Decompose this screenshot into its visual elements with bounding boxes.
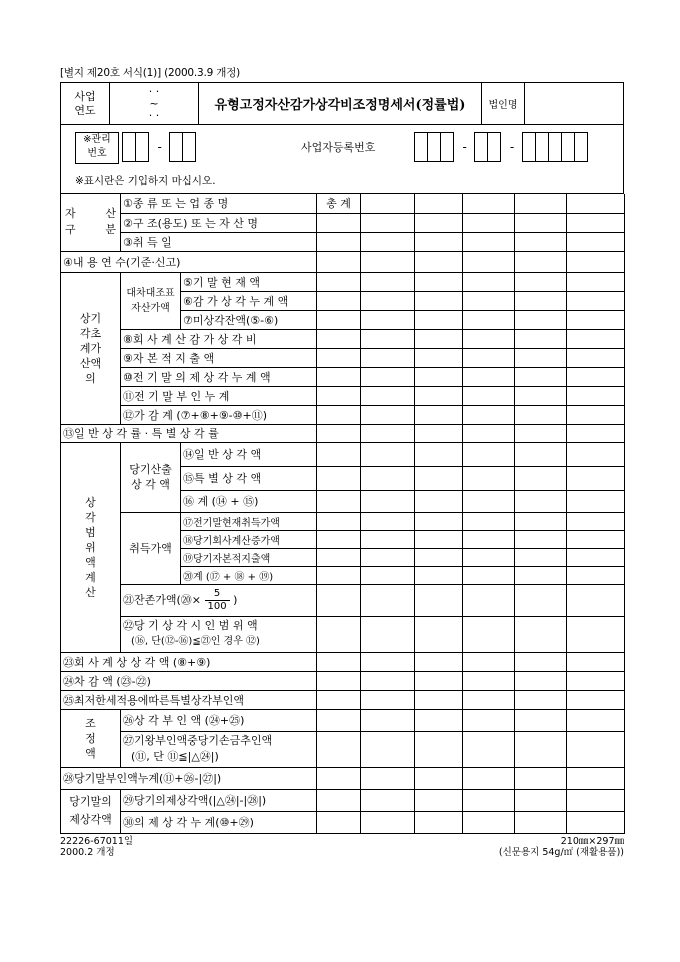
cell[interactable] <box>415 566 463 584</box>
cell[interactable] <box>515 213 567 232</box>
row-14-label: ⑭일 반 상 각 액 <box>181 442 317 466</box>
cell[interactable] <box>317 490 361 512</box>
cell[interactable] <box>515 709 567 731</box>
cell[interactable] <box>463 291 515 310</box>
cell[interactable] <box>515 530 567 548</box>
row-12-label: ⑫가 감 계 (⑦+⑧+⑨-⑩+⑪) <box>121 405 317 424</box>
cell[interactable] <box>361 424 415 442</box>
cell[interactable] <box>361 709 415 731</box>
cell[interactable] <box>463 789 515 811</box>
cell[interactable] <box>361 310 415 329</box>
form-code: 22226-67011일 <box>60 835 134 847</box>
cell[interactable] <box>415 789 463 811</box>
row-11-label: ⑪전 기 말 부 인 누 계 <box>121 386 317 405</box>
row-10-label: ⑩전 기 말 의 제 상 각 누 계 액 <box>121 367 317 386</box>
cell[interactable] <box>567 584 625 616</box>
cell[interactable] <box>515 548 567 566</box>
paper-size: 210㎜×297㎜ <box>560 835 624 847</box>
cell[interactable] <box>317 442 361 466</box>
cell[interactable] <box>567 811 625 833</box>
cell[interactable] <box>317 690 361 709</box>
row-27-label: ㉗기왕부인액중당기손금추인액 (⑪, 단 ⑪≦|△㉔|) <box>121 731 317 767</box>
cell[interactable] <box>361 566 415 584</box>
cell[interactable] <box>361 291 415 310</box>
cell[interactable] <box>567 652 625 671</box>
cell[interactable] <box>317 329 361 348</box>
cell[interactable] <box>463 671 515 690</box>
cell[interactable] <box>463 232 515 251</box>
cell[interactable] <box>415 251 463 272</box>
row-25-label: ㉕최저한세적용에따른특별상각부인액 <box>61 690 317 709</box>
cell[interactable] <box>361 512 415 530</box>
row-3-label: ③취 득 일 <box>121 232 317 251</box>
cell[interactable] <box>515 291 567 310</box>
cell[interactable] <box>463 652 515 671</box>
cell[interactable] <box>463 466 515 490</box>
cell[interactable] <box>515 442 567 466</box>
form-sheet <box>60 65 624 858</box>
cell[interactable] <box>317 652 361 671</box>
cell[interactable] <box>567 530 625 548</box>
cell[interactable] <box>515 194 567 213</box>
form-title: 유형고정자산감가상각비조정명세서(정률법) <box>199 83 482 125</box>
cell[interactable] <box>515 811 567 833</box>
row-22-label: ㉒당 기 상 각 시 인 범 위 액 (⑯, 단(⑫-⑯)≦㉑인 경우 ⑫) <box>121 616 317 652</box>
cell[interactable] <box>317 616 361 652</box>
cell[interactable] <box>415 530 463 548</box>
row-20-label: ⑳계 (⑰ + ⑱ + ⑲) <box>181 566 317 584</box>
row-21-label: ㉑잔존가액(⑳× $\frac{5}{100}$ ) <box>121 584 317 616</box>
cell[interactable] <box>463 548 515 566</box>
cell[interactable] <box>361 690 415 709</box>
cell[interactable] <box>515 272 567 291</box>
cell[interactable] <box>567 232 625 251</box>
cell[interactable] <box>317 291 361 310</box>
mgmt-number-label: ※관리 번호 <box>75 132 119 164</box>
cell[interactable] <box>567 251 625 272</box>
cell[interactable] <box>317 767 361 789</box>
cell[interactable] <box>463 251 515 272</box>
row-6-label: ⑥감 가 상 각 누 계 액 <box>181 291 317 310</box>
cell[interactable] <box>361 548 415 566</box>
cell[interactable] <box>463 348 515 367</box>
cell[interactable] <box>415 272 463 291</box>
cell[interactable] <box>567 731 625 767</box>
row-29-label: ㉙당기의제상각액(|△㉔|-|㉘|) <box>121 789 317 811</box>
cell[interactable] <box>567 405 625 424</box>
cell[interactable] <box>567 466 625 490</box>
cell[interactable] <box>515 767 567 789</box>
cell[interactable] <box>415 213 463 232</box>
cell[interactable] <box>515 690 567 709</box>
cell[interactable] <box>567 548 625 566</box>
cell[interactable] <box>317 348 361 367</box>
cell[interactable] <box>415 767 463 789</box>
bs-value-group: 대차대조표 자산가액 <box>121 272 181 329</box>
cell[interactable] <box>317 548 361 566</box>
cell[interactable] <box>567 512 625 530</box>
id-table <box>60 125 624 194</box>
cell[interactable] <box>415 405 463 424</box>
cell[interactable] <box>317 530 361 548</box>
cell[interactable] <box>567 213 625 232</box>
cell[interactable] <box>415 731 463 767</box>
cell[interactable] <box>463 329 515 348</box>
row-23-label: ㉓회 사 계 상 상 각 액 (⑧+⑨) <box>61 652 317 671</box>
paper-type: (신문용지 54g/㎡ (재활용품)) <box>498 846 624 858</box>
cell[interactable] <box>567 566 625 584</box>
cell[interactable] <box>567 367 625 386</box>
corp-name-input[interactable] <box>525 83 624 125</box>
cell[interactable] <box>317 405 361 424</box>
cell[interactable] <box>463 512 515 530</box>
period-input[interactable]: · · ~ · · <box>110 83 199 125</box>
cell[interactable] <box>515 652 567 671</box>
cell[interactable] <box>463 367 515 386</box>
cell[interactable] <box>361 490 415 512</box>
cell[interactable] <box>515 584 567 616</box>
cell[interactable] <box>317 310 361 329</box>
row-2-label: ②구 조(용도) 또 는 자 산 명 <box>121 213 317 232</box>
cell[interactable] <box>361 616 415 652</box>
cell[interactable] <box>361 442 415 466</box>
row-9-label: ⑨자 본 적 지 출 액 <box>121 348 317 367</box>
cell[interactable] <box>415 690 463 709</box>
row-19-label: ⑲당기자본적지출액 <box>181 548 317 566</box>
cell[interactable] <box>415 652 463 671</box>
cell[interactable] <box>415 424 463 442</box>
cell[interactable] <box>361 251 415 272</box>
cell[interactable] <box>463 767 515 789</box>
cell[interactable] <box>567 348 625 367</box>
cell[interactable] <box>317 566 361 584</box>
dep-base-group: 상기 각초 계가 산액 의 <box>61 272 121 424</box>
cell[interactable] <box>463 213 515 232</box>
cell[interactable] <box>415 329 463 348</box>
cell[interactable] <box>317 512 361 530</box>
cell[interactable] <box>567 616 625 652</box>
cell[interactable] <box>515 566 567 584</box>
mgmt-number-boxes[interactable]: - <box>121 132 198 162</box>
cell[interactable] <box>317 709 361 731</box>
cell[interactable] <box>361 671 415 690</box>
cell[interactable] <box>567 291 625 310</box>
cell[interactable] <box>415 616 463 652</box>
cell[interactable] <box>361 731 415 767</box>
cell[interactable] <box>317 424 361 442</box>
cell[interactable] <box>361 405 415 424</box>
cell[interactable] <box>361 811 415 833</box>
title-table <box>60 82 624 125</box>
cell[interactable] <box>361 767 415 789</box>
cell[interactable] <box>515 671 567 690</box>
cell[interactable] <box>415 709 463 731</box>
cell[interactable] <box>463 616 515 652</box>
cell[interactable] <box>415 367 463 386</box>
cell[interactable] <box>515 616 567 652</box>
cell[interactable] <box>463 584 515 616</box>
cell[interactable] <box>463 442 515 466</box>
cell[interactable] <box>361 272 415 291</box>
current-dep-group: 당기산출 상 각 액 <box>121 442 181 512</box>
cell[interactable] <box>415 232 463 251</box>
cell[interactable] <box>317 386 361 405</box>
cell[interactable] <box>515 512 567 530</box>
cell[interactable] <box>415 386 463 405</box>
row-8-label: ⑧회 사 계 산 감 가 상 각 비 <box>121 329 317 348</box>
cell[interactable] <box>361 652 415 671</box>
total-header: 총 계 <box>317 194 361 213</box>
adjustment-group: 조 정 액 <box>61 709 121 767</box>
cell[interactable] <box>463 272 515 291</box>
cell[interactable] <box>415 194 463 213</box>
cell[interactable] <box>567 789 625 811</box>
cell[interactable] <box>361 348 415 367</box>
cell[interactable] <box>463 386 515 405</box>
revision-note: 2000.2 개정 <box>60 846 115 858</box>
deemed-dep-group: 당기말의 제상각액 <box>61 789 121 833</box>
cell[interactable] <box>415 512 463 530</box>
cell[interactable] <box>567 690 625 709</box>
cell[interactable] <box>415 348 463 367</box>
cell[interactable] <box>361 232 415 251</box>
cell[interactable] <box>463 811 515 833</box>
cell[interactable] <box>317 584 361 616</box>
cell[interactable] <box>463 194 515 213</box>
cell[interactable] <box>515 490 567 512</box>
cell[interactable] <box>415 584 463 616</box>
cell[interactable] <box>515 329 567 348</box>
biz-reg-boxes[interactable]: - - <box>413 132 590 162</box>
cell[interactable] <box>361 329 415 348</box>
row-7-label: ⑦미상각잔액(⑤-⑥) <box>181 310 317 329</box>
cell[interactable] <box>463 731 515 767</box>
cell[interactable] <box>317 367 361 386</box>
cell[interactable] <box>567 442 625 466</box>
cell[interactable] <box>463 310 515 329</box>
cell[interactable] <box>317 811 361 833</box>
row-4-label: ④내 용 연 수(기준·신고) <box>61 251 317 272</box>
cell[interactable] <box>317 272 361 291</box>
cell[interactable] <box>361 530 415 548</box>
cell[interactable] <box>515 251 567 272</box>
notice-text: ※표시란은 기입하지 마십시오. <box>75 175 216 187</box>
cell[interactable] <box>415 310 463 329</box>
cell[interactable] <box>361 789 415 811</box>
row-26-label: ㉖상 각 부 인 액 (㉔+㉕) <box>121 709 317 731</box>
cell[interactable] <box>463 530 515 548</box>
cell[interactable] <box>317 731 361 767</box>
cell[interactable] <box>567 272 625 291</box>
cell[interactable] <box>463 566 515 584</box>
cell[interactable] <box>317 213 361 232</box>
row-18-label: ⑱당기회사계산증가액 <box>181 530 317 548</box>
row-15-label: ⑮특 별 상 각 액 <box>181 466 317 490</box>
cell[interactable] <box>463 709 515 731</box>
row-30-label: ㉚의 제 상 각 누 계(⑩+㉙) <box>121 811 317 833</box>
cell[interactable] <box>567 767 625 789</box>
cell[interactable] <box>361 213 415 232</box>
cell[interactable] <box>463 405 515 424</box>
cell[interactable] <box>415 442 463 466</box>
main-table <box>60 194 625 834</box>
cell[interactable] <box>515 731 567 767</box>
form-reference: [별지 제20호 서식(1)] (2000.3.9 개정) <box>60 67 241 79</box>
cell[interactable] <box>361 194 415 213</box>
row-1-label: ①종 류 또 는 업 종 명 <box>121 194 317 213</box>
cell[interactable] <box>463 690 515 709</box>
cell[interactable] <box>515 386 567 405</box>
cell[interactable] <box>567 490 625 512</box>
row-5-label: ⑤기 말 현 재 액 <box>181 272 317 291</box>
cell[interactable] <box>515 348 567 367</box>
cell[interactable] <box>515 405 567 424</box>
cell[interactable] <box>515 424 567 442</box>
biz-reg-label: 사업자등록번호 <box>301 141 376 154</box>
cell[interactable] <box>567 709 625 731</box>
cell[interactable] <box>415 671 463 690</box>
cell[interactable] <box>415 490 463 512</box>
row-16-label: ⑯ 계 (⑭ + ⑮) <box>181 490 317 512</box>
cell[interactable] <box>515 466 567 490</box>
cell[interactable] <box>361 367 415 386</box>
cell[interactable] <box>567 194 625 213</box>
asset-class-group: 자 산 구 분 <box>61 194 121 251</box>
cell[interactable] <box>361 466 415 490</box>
corp-name-label: 법인명 <box>482 83 525 125</box>
cell[interactable] <box>567 671 625 690</box>
cell[interactable] <box>415 811 463 833</box>
cell[interactable] <box>515 367 567 386</box>
cell[interactable] <box>567 310 625 329</box>
row-24-label: ㉔차 감 액 (㉓-㉒) <box>61 671 317 690</box>
acq-value-group: 취득가액 <box>121 512 181 584</box>
row-13-label: ⑬일 반 상 각 률 · 특 별 상 각 률 <box>61 424 317 442</box>
row-17-label: ⑰전기말현재취득가액 <box>181 512 317 530</box>
cell[interactable] <box>317 251 361 272</box>
cell[interactable] <box>567 386 625 405</box>
cell[interactable] <box>567 424 625 442</box>
cell[interactable] <box>515 232 567 251</box>
cell[interactable] <box>361 386 415 405</box>
cell[interactable] <box>361 584 415 616</box>
cell[interactable] <box>415 291 463 310</box>
cell[interactable] <box>463 424 515 442</box>
cell[interactable] <box>515 310 567 329</box>
cell[interactable] <box>515 789 567 811</box>
period-label: 사업 연도 <box>61 83 110 125</box>
cell[interactable] <box>317 671 361 690</box>
cell[interactable] <box>567 329 625 348</box>
row-28-label: ㉘당기말부인액누계(⑪+㉖-|㉗|) <box>61 767 317 789</box>
cell[interactable] <box>317 232 361 251</box>
cell[interactable] <box>415 466 463 490</box>
limit-calc-group: 상 각 범 위 액 계 산 <box>61 442 121 652</box>
cell[interactable] <box>317 466 361 490</box>
footer <box>60 836 624 858</box>
cell[interactable] <box>415 548 463 566</box>
cell[interactable] <box>317 789 361 811</box>
cell[interactable] <box>463 490 515 512</box>
